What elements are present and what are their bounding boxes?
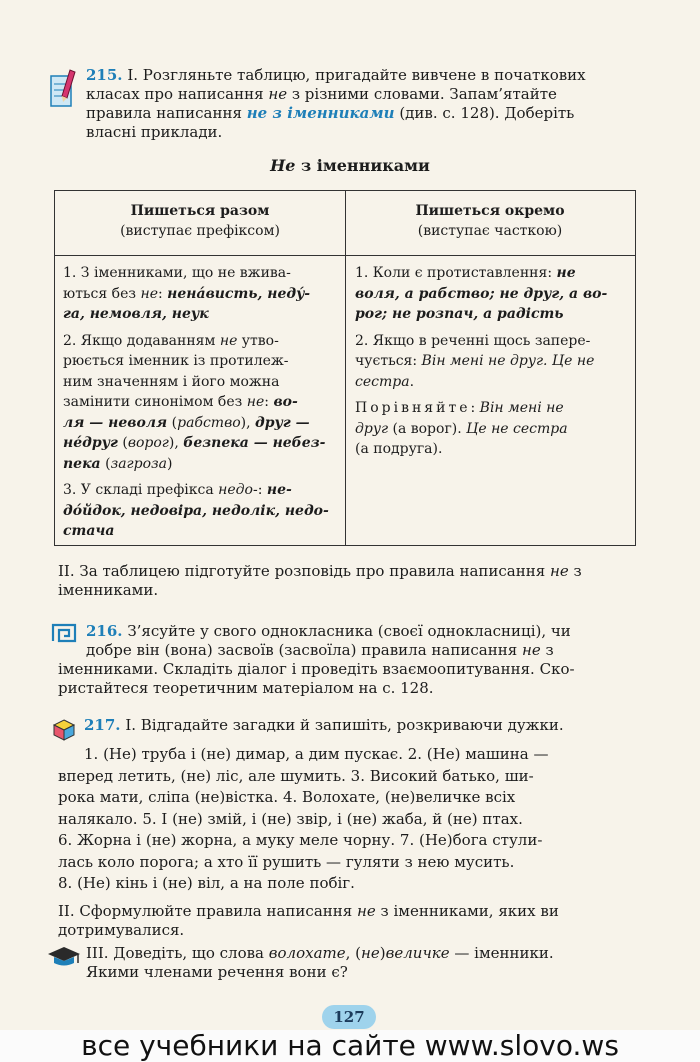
text: : — [470, 400, 480, 416]
rule-item — [355, 331, 631, 393]
text: з — [540, 641, 554, 659]
text: (а подруга). — [355, 441, 443, 457]
text: З’ясуйте у свого однокласника (своєї однокласниці), чи — [122, 622, 571, 640]
text: ( — [100, 455, 111, 472]
text: II. За таблицею підготуйте розповідь про правила написання — [58, 562, 550, 580]
text: з іменниками — [295, 156, 430, 175]
exercise-217-part-2 — [58, 902, 648, 940]
text: (виступає часткою) — [417, 223, 563, 239]
exercise-216-cont — [58, 660, 648, 698]
table-cell-right — [355, 263, 631, 466]
graduation-cap-icon — [46, 944, 82, 972]
text: чується: — [355, 353, 422, 369]
text: не — [246, 394, 265, 410]
text: власні приклади. — [86, 123, 223, 141]
text: Пишеться окремо — [415, 203, 565, 219]
rule-item — [63, 263, 341, 325]
page-number: 127 — [322, 1005, 376, 1029]
text: ним значенням і його можна — [63, 373, 280, 390]
riddles — [58, 744, 648, 895]
spiral-dialog-icon — [50, 622, 78, 648]
text: (див. с. 128). Доберіть — [394, 104, 575, 122]
table-title — [0, 156, 700, 175]
text: безпека — небез- — [183, 435, 326, 451]
table-header-left — [55, 201, 345, 241]
text: не — [357, 902, 376, 920]
text: I. Розгляньте таблицю, пригадайте вивчене в початкових — [127, 66, 586, 84]
site-banner: все учебники на сайте www.slovo.ws — [0, 1030, 700, 1062]
divider — [345, 191, 346, 545]
text: (виступає префіксом) — [120, 223, 280, 239]
text: I. Відгадайте загадки й запишіть, розкриваючи дужки. — [120, 716, 564, 734]
exercise-217-part-3 — [86, 944, 646, 982]
text: іменниками. Складіть діалог і проведіть взаємоопитування. Ско- — [58, 660, 575, 678]
exercise-number: 215. — [86, 66, 123, 84]
text: добре він (вона) засвоїв (засвоїла) правила написання — [86, 641, 522, 659]
text: (а ворог). — [388, 420, 467, 437]
text: дóйдок, недовіра, недолік, недо- — [63, 502, 329, 519]
text: Порівняйте — [355, 400, 471, 416]
cube-icon — [52, 718, 76, 746]
text: 2. Якщо додаванням — [63, 332, 220, 349]
table-header-right — [345, 201, 635, 241]
pencil-note-icon — [48, 66, 78, 114]
text: II. Сформулюйте правила написання — [58, 902, 357, 920]
exercise-215 — [86, 66, 646, 142]
text: пека — [63, 455, 101, 472]
comparison-note — [355, 398, 631, 460]
text: га, немовля, неук — [63, 306, 209, 322]
text: загроза — [110, 455, 167, 472]
rule-item — [63, 480, 341, 542]
text: замінити синонімом без — [63, 394, 247, 410]
text: ( — [167, 414, 178, 431]
text: не — [140, 285, 158, 302]
text: 1. (Не) труба і (не) димар, а дим пускає. 2. (Не) машина — — [84, 745, 549, 763]
text: з — [568, 562, 582, 580]
exercise-217 — [84, 716, 654, 735]
table-cell-left — [63, 263, 341, 548]
rules-table — [54, 190, 636, 546]
text: вперед летить, (не) ліс, але шумить. 3. Високий батько, ши- — [58, 766, 534, 785]
text: рюється іменник із протилеж- — [63, 353, 289, 369]
text: 6. Жорна і (не) жорна, а муку меле чорну. 7. (Не)бога стули- — [58, 831, 543, 849]
text: не — [361, 944, 380, 962]
text: друг — — [255, 414, 310, 431]
text: ) — [379, 944, 386, 962]
text: налякало. 5. І (не) змій, і (не) звір, і (не) жаба, й (не) птах. — [58, 809, 523, 828]
text: друг — [355, 420, 389, 437]
divider — [55, 255, 635, 256]
text: не — [549, 562, 569, 580]
text: не — [268, 85, 288, 103]
text: нéдруг — [63, 435, 118, 451]
text: дотримувалися. — [58, 921, 185, 939]
text: ються без — [63, 285, 141, 302]
text: — іменники. — [449, 944, 554, 962]
text: рабство — [177, 414, 241, 431]
text: недо- — [218, 482, 258, 498]
exercise-number: 216. — [86, 622, 123, 640]
text: ), — [168, 435, 184, 451]
text: утво- — [237, 332, 279, 349]
text: III. Доведіть, що слова — [86, 944, 269, 962]
text: не- — [266, 482, 292, 498]
text: стача — [63, 523, 115, 539]
text: Пишеться разом — [130, 203, 270, 219]
exercise-216 — [86, 622, 646, 660]
rule-item — [355, 263, 631, 325]
text: : — [158, 285, 168, 302]
text: не — [556, 265, 576, 281]
text: класах про написання — [86, 85, 269, 103]
text: 1. Коли є протиставлення: — [355, 265, 557, 281]
text: рока мати, сліпа (не)вістка. 4. Волохате, (не)величке всіх — [58, 788, 516, 806]
text: волохате — [268, 944, 346, 962]
text: не — [521, 641, 541, 659]
exercise-215-part-2 — [58, 562, 648, 600]
text: 3. У складі префікса — [63, 482, 219, 498]
text: ристайтеся теоретичним матеріалом на с. 128. — [58, 679, 434, 697]
text: 1. З іменниками, що не вжива- — [63, 265, 291, 281]
text: іменниками. — [58, 581, 159, 599]
text: Він мені не друг. Це не — [421, 353, 595, 369]
text: ( — [117, 435, 128, 451]
text: . — [409, 373, 415, 390]
text: воля, а рабство; не друг, а во- — [355, 285, 608, 302]
text: 2. Якщо в реченні щось запере- — [355, 332, 591, 349]
text: , ( — [345, 944, 362, 962]
text: Це не сестра — [466, 420, 568, 437]
text: рог; не розпач, а радість — [355, 306, 564, 322]
text: правила написання — [86, 104, 247, 122]
text: величке — [385, 944, 450, 962]
text: ) — [167, 455, 173, 472]
text: Він мені не — [479, 400, 564, 416]
text: лась коло порога; а хто її рушить — гуляти з нею мусить. — [58, 852, 515, 871]
text: сестра — [355, 373, 410, 390]
text: з іменниками, яких ви — [375, 902, 559, 920]
text: Якими членами речення вони є? — [86, 963, 348, 981]
text: во- — [273, 394, 298, 410]
text: Не — [270, 156, 296, 175]
text: : — [257, 482, 267, 498]
text: : — [264, 394, 274, 410]
text: ля — неволя — [63, 414, 168, 431]
highlight-text: не з іменниками — [246, 104, 395, 122]
rule-item — [63, 331, 341, 475]
text: 8. (Не) кінь і (не) віл, а на поле побіг. — [58, 874, 355, 892]
exercise-number: 217. — [84, 716, 121, 734]
text: ненáвисть, недý- — [167, 285, 311, 302]
text: з різними словами. Запам’ятайте — [287, 85, 557, 103]
text: ), — [240, 414, 256, 431]
text: не — [219, 332, 238, 349]
text: ворог — [127, 435, 169, 451]
